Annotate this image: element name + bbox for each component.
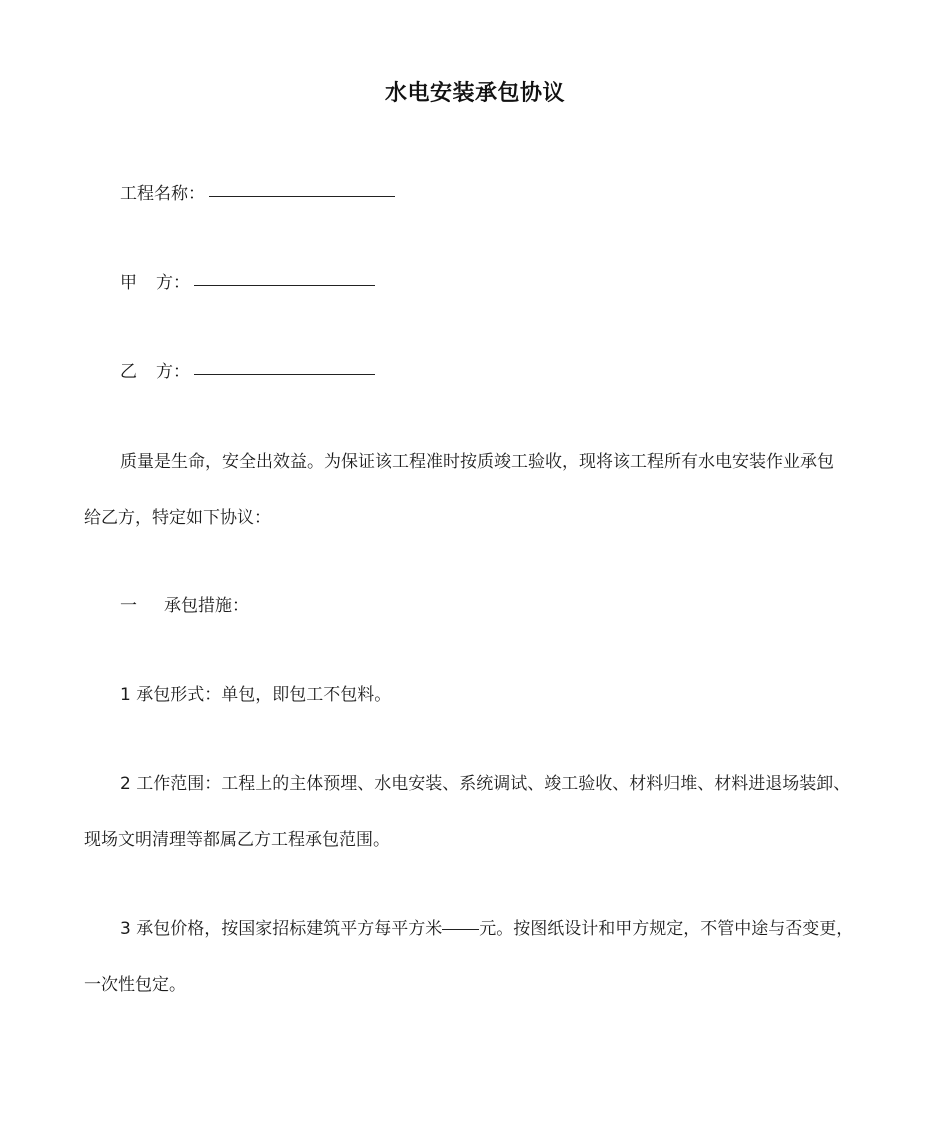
project-name-field <box>120 182 395 206</box>
project-name-label: 工程名称： <box>120 184 205 204</box>
intro-line-2: 给乙方，特定如下协议： <box>84 508 271 528</box>
intro-line-1: 质量是生命，安全出效益。为保证该工程准时按质竣工验收，现将该工程所有水电安装作业承包 <box>120 452 834 472</box>
item-3-text-after-blank: 元。按图纸设计和甲方规定，不管中途与否变更， <box>479 919 854 939</box>
document-title: 水电安装承包协议 <box>384 81 565 106</box>
party-a-label-char: 甲 <box>120 273 137 293</box>
item-3-line-1 <box>120 917 853 941</box>
party-b-label-suffix: 方： <box>156 362 190 382</box>
party-b-field <box>120 360 375 384</box>
section-1-title: 承包措施： <box>164 596 249 616</box>
item-2-line-1: 2 工作范围：工程上的主体预埋、水电安装、系统调试、竣工验收、材料归堆、材料进退场装卸、 <box>120 774 851 794</box>
item-2-line-2: 现场文明清理等都属乙方工程承包范围。 <box>84 830 390 850</box>
party-a-label-suffix: 方： <box>156 273 190 293</box>
project-name-blank <box>209 195 395 197</box>
item-1: 1 承包形式：单包，即包工不包料。 <box>120 685 392 705</box>
section-1-number: 一 <box>120 596 137 616</box>
party-a-blank <box>194 284 375 286</box>
item-3-text-before-blank: 3 承包价格，按国家招标建筑平方每平方米 <box>120 919 443 939</box>
party-b-label-char: 乙 <box>120 362 137 382</box>
item-3-line-2: 一次性包定。 <box>84 975 186 995</box>
party-a-field <box>120 271 375 295</box>
section-1-heading <box>120 594 249 618</box>
party-b-blank <box>194 373 375 375</box>
item-3-price-blank <box>442 928 479 930</box>
